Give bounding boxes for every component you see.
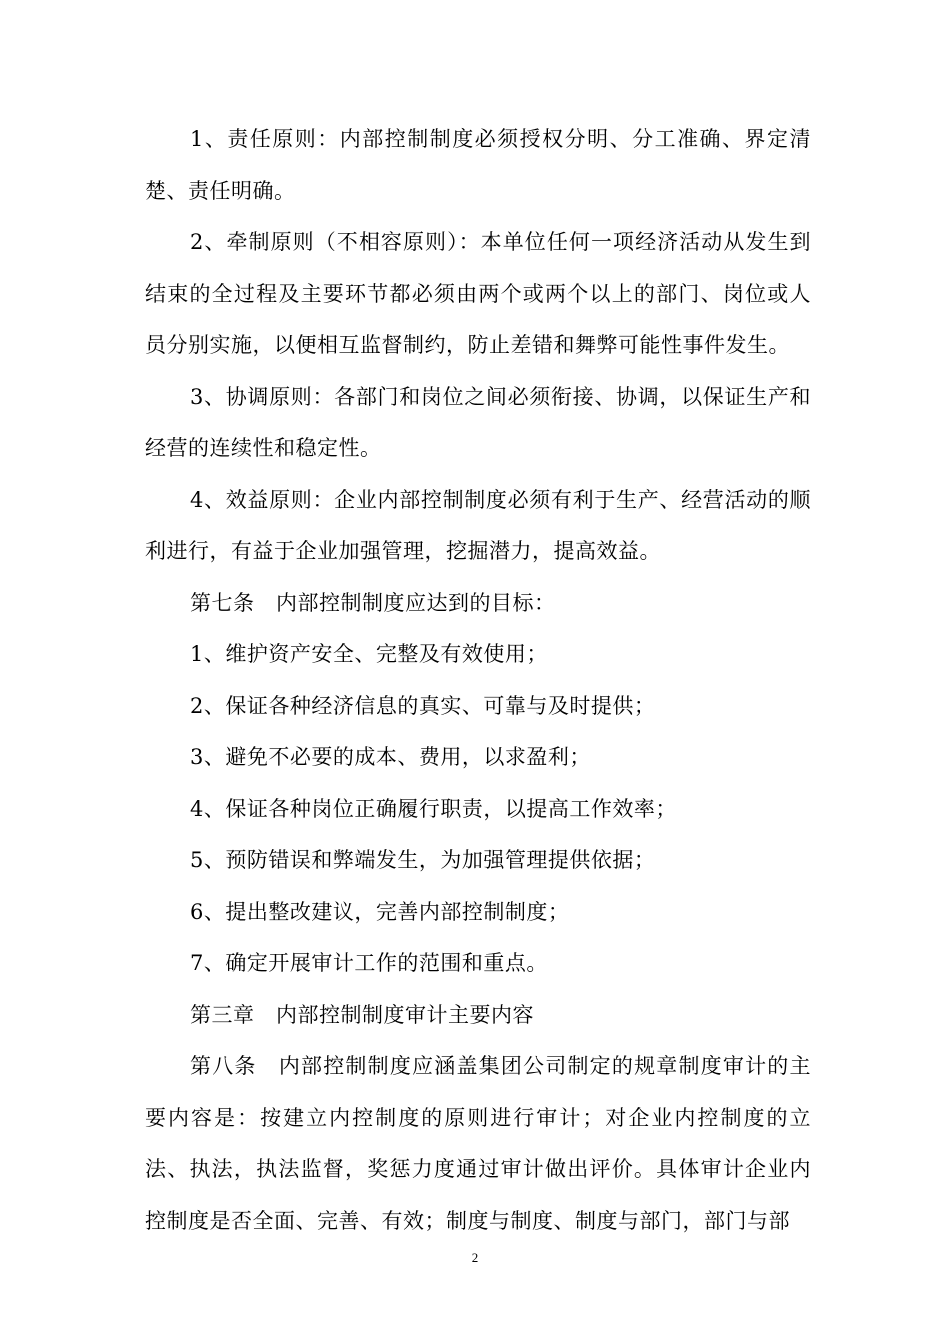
goal-item-1: 1、维护资产安全、完整及有效使用； xyxy=(190,642,548,666)
goal-item-4: 4、保证各种岗位正确履行职责，以提高工作效率； xyxy=(190,796,677,821)
goal-item-6: 6、提出整改建议，完善内部控制制度； xyxy=(190,899,570,924)
page-number: 2 xyxy=(471,1250,479,1265)
paragraph-responsibility-principle: 1、责任原则：内部控制制度必须授权分明、分工准确、界定清楚、责任明确。 xyxy=(145,127,811,203)
goal-item-5: 5、预防错误和弊端发生，为加强管理提供依据； xyxy=(190,848,656,872)
chapter-3-heading: 第三章 内部控制制度审计主要内容 xyxy=(190,1002,534,1027)
paragraph-benefit-principle: 4、效益原则：企业内部控制制度必须有利于生产、经营活动的顺利进行，有益于企业加强管理，挖掘潜力，提高效益。 xyxy=(145,487,811,563)
article-8-paragraph: 第八条 内部控制制度应涵盖集团公司制定的规章制度审计的主要内容是：按建立内控制度的原则进行审计；对企业内控制度的立法、执法，执法监督，奖惩力度通过审计做出评价。具体审计企业内控制度是否全面、完善、有效；制度与制度、制度与部门，部门与部 xyxy=(145,1054,811,1233)
goal-item-2: 2、保证各种经济信息的真实、可靠与及时提供； xyxy=(190,693,656,718)
paragraph-check-principle: 2、牵制原则（不相容原则）：本单位任何一项经济活动从发生到结束的全过程及主要环节都必须由两个或两个以上的部门、岗位或人员分别实施，以便相互监督制约，防止差错和舞弊可能性事件发生。 xyxy=(145,230,811,357)
goal-item-7: 7、确定开展审计工作的范围和重点。 xyxy=(190,951,548,975)
paragraph-coordination-principle: 3、协调原则：各部门和岗位之间必须衔接、协调，以保证生产和经营的连续性和稳定性。 xyxy=(145,384,811,460)
document-body xyxy=(145,114,811,1247)
article-7-heading: 第七条 内部控制制度应达到的目标： xyxy=(190,590,556,615)
goal-item-3: 3、避免不必要的成本、费用，以求盈利； xyxy=(190,745,591,769)
